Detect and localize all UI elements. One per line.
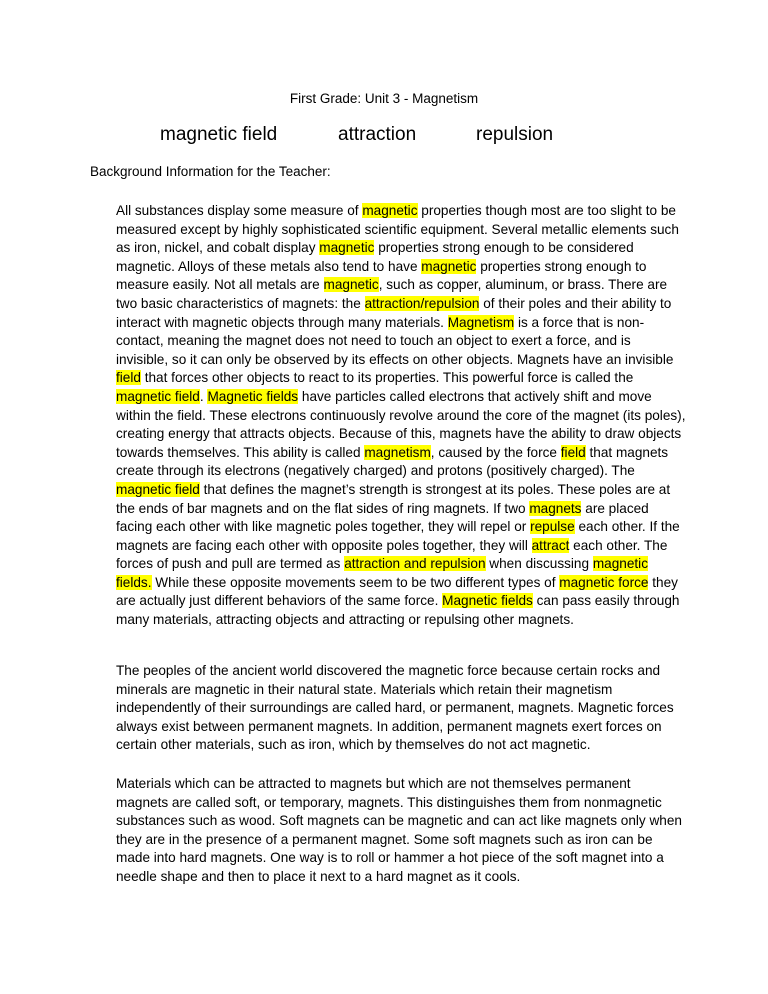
highlighted-term: magnetic bbox=[319, 240, 375, 256]
highlighted-term: attraction/repulsion bbox=[364, 295, 480, 311]
paragraph-text: that forces other objects to react to its properties. This powerful force is called the bbox=[140, 370, 634, 386]
paragraph-text: they are actually just different behaviors of the same force. bbox=[116, 574, 678, 609]
highlighted-term: magnets bbox=[529, 500, 582, 516]
highlighted-term: field bbox=[116, 370, 141, 386]
paragraph-text: , such as copper, aluminum, or brass. There are two basic characteristics of magnets: the bbox=[116, 277, 668, 311]
background-heading: Background Information for the Teacher: bbox=[90, 164, 331, 179]
paragraph-text: when discussing bbox=[485, 556, 593, 572]
highlighted-term: magnetism bbox=[364, 444, 431, 460]
paragraph-text: . bbox=[199, 388, 208, 404]
highlighted-term: repulse bbox=[530, 519, 575, 535]
highlighted-term: attraction and repulsion bbox=[344, 556, 486, 572]
paragraph-text: that defines the magnet’s strength is strongest at its poles. These poles are at the ends of bar magnets and on the flat sides of ring magnets. If two bbox=[116, 481, 671, 516]
paragraph bbox=[116, 775, 686, 887]
paragraph-text: properties strong enough to be considered magnetic. Alloys of these metals also tend to have bbox=[116, 240, 634, 274]
paragraph-text: that magnets create through its electrons (negatively charged) and protons (positively charged). The bbox=[116, 444, 669, 479]
paragraph bbox=[116, 202, 686, 630]
highlighted-term: magnetic bbox=[362, 203, 418, 218]
vocabulary-list bbox=[0, 124, 768, 150]
paragraph-text: properties strong enough to measure easily. Not all metals are bbox=[116, 258, 647, 293]
vocabulary-word: magnetic field bbox=[160, 124, 278, 145]
highlighted-term: magnetic fields. bbox=[116, 556, 648, 590]
vocabulary-word: repulsion bbox=[476, 124, 554, 145]
paragraph-text: properties though most are too slight to be measured except by highly sophisticated scientific equipment. Several metallic elements such as iron, nickel, and cobalt display bbox=[116, 203, 679, 256]
paragraph-text: each other. The forces of push and pull are termed as bbox=[116, 537, 668, 572]
paragraph-text: Materials which can be attracted to magnets but which are not themselves permanent magnets are called soft, or temporary, magnets. This distinguishes them from nonmagnetic substances such as wood. Soft magnets can be magnetic and can act like magnets only when they are in the presence of a permanent magnet. Some soft magnets such as iron can be made into hard magnets. One way is to roll or hammer a hot piece of the soft magnet into a needle shape and then to place it next to a hard magnet as it cools. bbox=[116, 776, 682, 884]
highlighted-term: magnetic force bbox=[559, 574, 649, 590]
paragraph-text: have particles called electrons that actively shift and move within the field. These electrons continuously revolve around the core of the magnet (its poles), creating energy that attracts objects. Because of this, magnets have the ability to draw objects towards themselves. This ability is called bbox=[116, 388, 686, 460]
paragraph-text: are placed facing each other with like magnetic poles together, they will repel or bbox=[116, 500, 649, 535]
highlighted-term: magnetic bbox=[421, 258, 477, 274]
paragraph-text: each other. If the magnets are facing each other with opposite poles together, they will bbox=[116, 519, 680, 553]
paragraph-text: is a force that is non-contact, meaning the magnet does not need to touch an object to exert a force, and is invisible, so it can only be observed by its effects on other objects. Magnets have an invisible bbox=[116, 314, 674, 367]
paragraph-text: All substances display some measure of bbox=[116, 203, 363, 218]
highlighted-term: Magnetic fields bbox=[442, 593, 533, 609]
paragraph bbox=[116, 662, 686, 755]
paragraph-text: The peoples of the ancient world discovered the magnetic force because certain rocks and minerals are magnetic in their natural state. Materials which retain their magnetism independently of their surroundings are called hard, or permanent, magnets. Magnetic forces always exist between permanent magnets. In addition, permanent magnets exert forces on certain other materials, such as iron, which by themselves do not act magnetic. bbox=[116, 663, 674, 753]
highlighted-term: magnetic field bbox=[116, 481, 200, 497]
paragraph-text: While these opposite movements seem to be two different types of bbox=[151, 574, 560, 590]
highlighted-term: magnetic field bbox=[116, 388, 200, 404]
page-title: First Grade: Unit 3 - Magnetism bbox=[289, 91, 479, 106]
vocabulary-word: attraction bbox=[338, 124, 417, 145]
highlighted-term: Magnetism bbox=[447, 314, 515, 330]
paragraph-text: can pass easily through many materials, attracting objects and attracting or repulsing other magnets. bbox=[116, 593, 680, 628]
highlighted-term: magnetic bbox=[323, 277, 379, 293]
highlighted-term: attract bbox=[531, 537, 570, 553]
paragraph-text: , caused by the force bbox=[430, 444, 561, 460]
paragraph-text: of their poles and their ability to interact with magnetic objects through many materials. bbox=[116, 295, 672, 330]
highlighted-term: field bbox=[560, 444, 586, 460]
highlighted-term: Magnetic fields bbox=[207, 388, 299, 404]
